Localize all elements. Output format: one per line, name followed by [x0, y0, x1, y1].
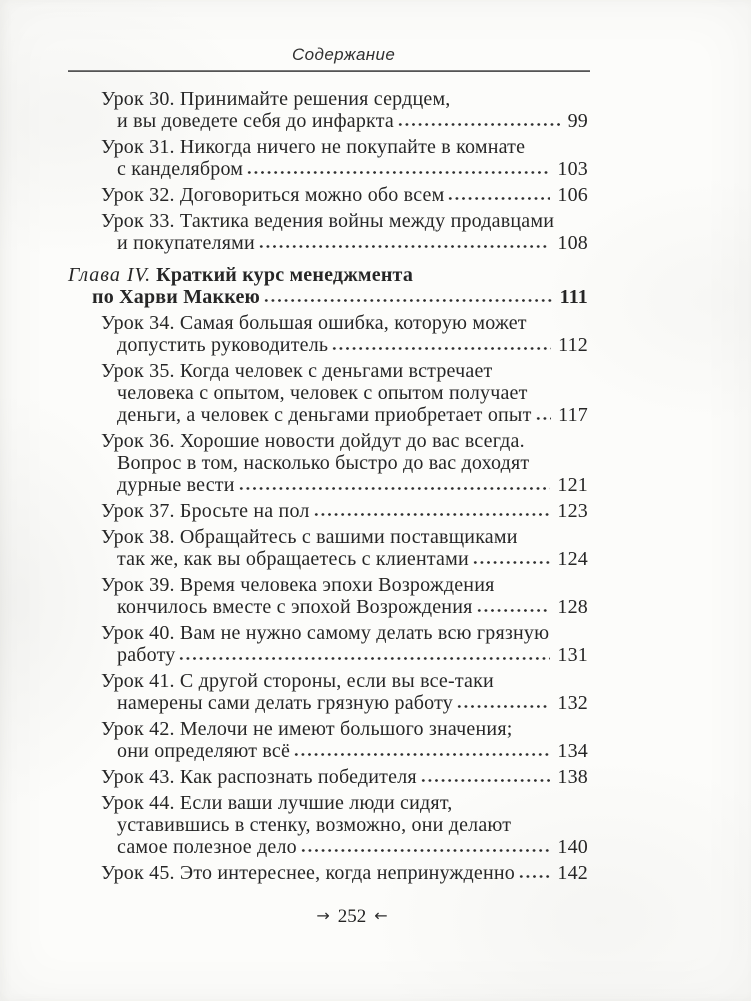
dot-leader: [258, 232, 551, 249]
toc-page-number: 111: [559, 286, 588, 308]
toc-line: [68, 766, 588, 788]
toc-line-text: самое полезное дело: [117, 836, 297, 858]
folio-right-arrow-icon: ←: [374, 906, 388, 925]
toc-page-number: 140: [557, 836, 588, 858]
toc-line: [68, 430, 588, 452]
toc-page-number: 142: [557, 862, 588, 884]
folio-page-number: 252: [337, 906, 367, 927]
toc-line: [68, 136, 588, 158]
toc-entry-lesson: [68, 792, 588, 858]
toc-line-text: они определяют всё: [117, 740, 291, 762]
toc-line: [68, 232, 588, 254]
toc-page-number: 128: [557, 596, 588, 618]
toc-line-text: Урок 43. Как распознать победителя: [101, 766, 417, 788]
toc-entry-chapter: [68, 264, 588, 308]
toc-line: [68, 644, 588, 666]
toc-line: [68, 740, 588, 762]
toc-line: [68, 718, 588, 740]
toc-line: [68, 312, 588, 334]
toc-list: [68, 88, 588, 884]
toc-line: [68, 548, 588, 570]
toc-line-text: Глава IV. Краткий курс менеджмента: [68, 264, 414, 286]
toc-entry-lesson: [68, 184, 588, 206]
toc-entry-lesson: [68, 312, 588, 356]
toc-line-text: кончилось вместе с эпохой Возрождения: [117, 596, 473, 618]
toc-line-text: Урок 37. Бросьте на пол: [101, 500, 310, 522]
toc-page-number: 108: [557, 232, 588, 254]
toc-line-text: Урок 32. Договориться можно обо всем: [101, 184, 445, 206]
toc-line: [68, 404, 588, 426]
dot-leader: [447, 184, 550, 201]
running-head: Содержание: [292, 45, 396, 64]
toc-entry-lesson: [68, 500, 588, 522]
toc-entry-lesson: [68, 718, 588, 762]
toc-line-text: Урок 39. Время человека эпохи Возрождения: [101, 574, 495, 596]
toc-line-text: Урок 36. Хорошие новости дойдут до вас всегда.: [101, 430, 525, 452]
toc-line: [68, 210, 588, 232]
toc-page-number: 103: [557, 158, 588, 180]
folio-left-arrow-icon: →: [316, 906, 330, 925]
dot-leader: [476, 596, 551, 613]
dot-leader: [313, 500, 551, 517]
toc-line: [68, 862, 588, 884]
dot-leader: [535, 404, 552, 421]
toc-page-number: 124: [557, 548, 588, 570]
toc-entry-lesson: [68, 574, 588, 618]
toc-line-text: намерены сами делать грязную работу: [117, 692, 453, 714]
toc-line: [68, 286, 588, 308]
toc-line: [68, 792, 588, 814]
toc-entry-lesson: [68, 430, 588, 496]
toc-line-text: Урок 34. Самая большая ошибка, которую может: [101, 312, 527, 334]
toc-line-text: Урок 35. Когда человек с деньгами встречает: [101, 360, 493, 382]
dot-leader: [518, 862, 550, 879]
folio: [0, 905, 704, 929]
dot-leader: [331, 334, 551, 351]
toc-line: [68, 526, 588, 548]
toc-line: [68, 500, 588, 522]
toc-entry-lesson: [68, 136, 588, 180]
toc-line: [68, 184, 588, 206]
toc-line: [68, 692, 588, 714]
toc-line-text: Урок 44. Если ваши лучшие люди сидят,: [101, 792, 453, 814]
dot-leader: [246, 158, 550, 175]
dot-leader: [293, 740, 550, 757]
toc-line: [68, 474, 588, 496]
toc-line: [68, 158, 588, 180]
toc-entry-lesson: [68, 210, 588, 254]
toc-line: [68, 622, 588, 644]
toc-line: [68, 88, 588, 110]
dot-leader: [456, 692, 550, 709]
toc-line-text: дурные вести: [117, 474, 235, 496]
toc-line-text: и вы доведете себя до инфаркта: [117, 110, 394, 132]
dot-leader: [263, 286, 553, 303]
toc-page-number: 134: [557, 740, 588, 762]
toc-entry-lesson: [68, 360, 588, 426]
toc-entry-lesson: [68, 862, 588, 884]
toc-line-text: человека с опытом, человек с опытом получает: [117, 382, 528, 404]
dot-leader: [178, 644, 550, 661]
toc-entry-lesson: [68, 526, 588, 570]
toc-line: [68, 110, 588, 132]
dot-leader: [238, 474, 551, 491]
dot-leader: [300, 836, 551, 853]
header-rule: [68, 70, 590, 72]
toc-line-text: Урок 45. Это интереснее, когда непринужденно: [101, 862, 515, 884]
toc-page-number: 132: [557, 692, 588, 714]
dot-leader: [420, 766, 551, 783]
toc-line-text: Урок 30. Принимайте решения сердцем,: [101, 88, 451, 110]
toc-line-text: деньги, а человек с деньгами приобретает опыт: [117, 404, 532, 426]
toc-page-number: 117: [558, 404, 588, 426]
toc-line-text: Урок 40. Вам не нужно самому делать всю грязную: [101, 622, 550, 644]
toc-line: [68, 334, 588, 356]
toc-page-number: 106: [557, 184, 588, 206]
toc-line: [68, 264, 588, 286]
toc-page-number: 99: [567, 110, 588, 132]
toc-page-number: 138: [557, 766, 588, 788]
toc-line: [68, 596, 588, 618]
toc-line: [68, 670, 588, 692]
toc-line-text: допустить руководитель: [117, 334, 329, 356]
toc-page-number: 123: [557, 500, 588, 522]
toc-line: [68, 452, 588, 474]
toc-line-text: и покупателями: [117, 232, 255, 254]
toc-line-text: так же, как вы обращаетесь с клиентами: [117, 548, 469, 570]
toc-line-text: Урок 38. Обращайтесь с вашими поставщиками: [101, 526, 518, 548]
toc-line-text: Вопрос в том, насколько быстро до вас доходят: [117, 452, 530, 474]
toc-entry-lesson: [68, 88, 588, 132]
toc-entry-lesson: [68, 766, 588, 788]
toc-page-number: 112: [558, 334, 588, 356]
toc-line-text: по Харви Маккею: [92, 286, 260, 308]
toc-line-text: Урок 31. Никогда ничего не покупайте в комнате: [101, 136, 526, 158]
dot-leader: [472, 548, 550, 565]
toc-line-text: уставившись в стенку, возможно, они делают: [117, 814, 512, 836]
toc-line-text: Урок 42. Мелочи не имеют большого значения;: [101, 718, 513, 740]
toc-line: [68, 814, 588, 836]
chapter-label: Глава IV.: [68, 264, 152, 286]
toc-entry-lesson: [68, 670, 588, 714]
toc-line: [68, 836, 588, 858]
toc-line-text: Урок 33. Тактика ведения войны между продавцами: [101, 210, 555, 232]
toc-line-text: работу: [117, 644, 176, 666]
toc-page-number: 121: [557, 474, 588, 496]
toc-line: [68, 382, 588, 404]
toc-line-text: Урок 41. С другой стороны, если вы все-таки: [101, 670, 494, 692]
toc-line: [68, 360, 588, 382]
toc-line-text: с канделябром: [117, 158, 244, 180]
toc-page-number: 131: [557, 644, 588, 666]
toc-line: [68, 574, 588, 596]
toc-entry-lesson: [68, 622, 588, 666]
dot-leader: [397, 110, 561, 127]
